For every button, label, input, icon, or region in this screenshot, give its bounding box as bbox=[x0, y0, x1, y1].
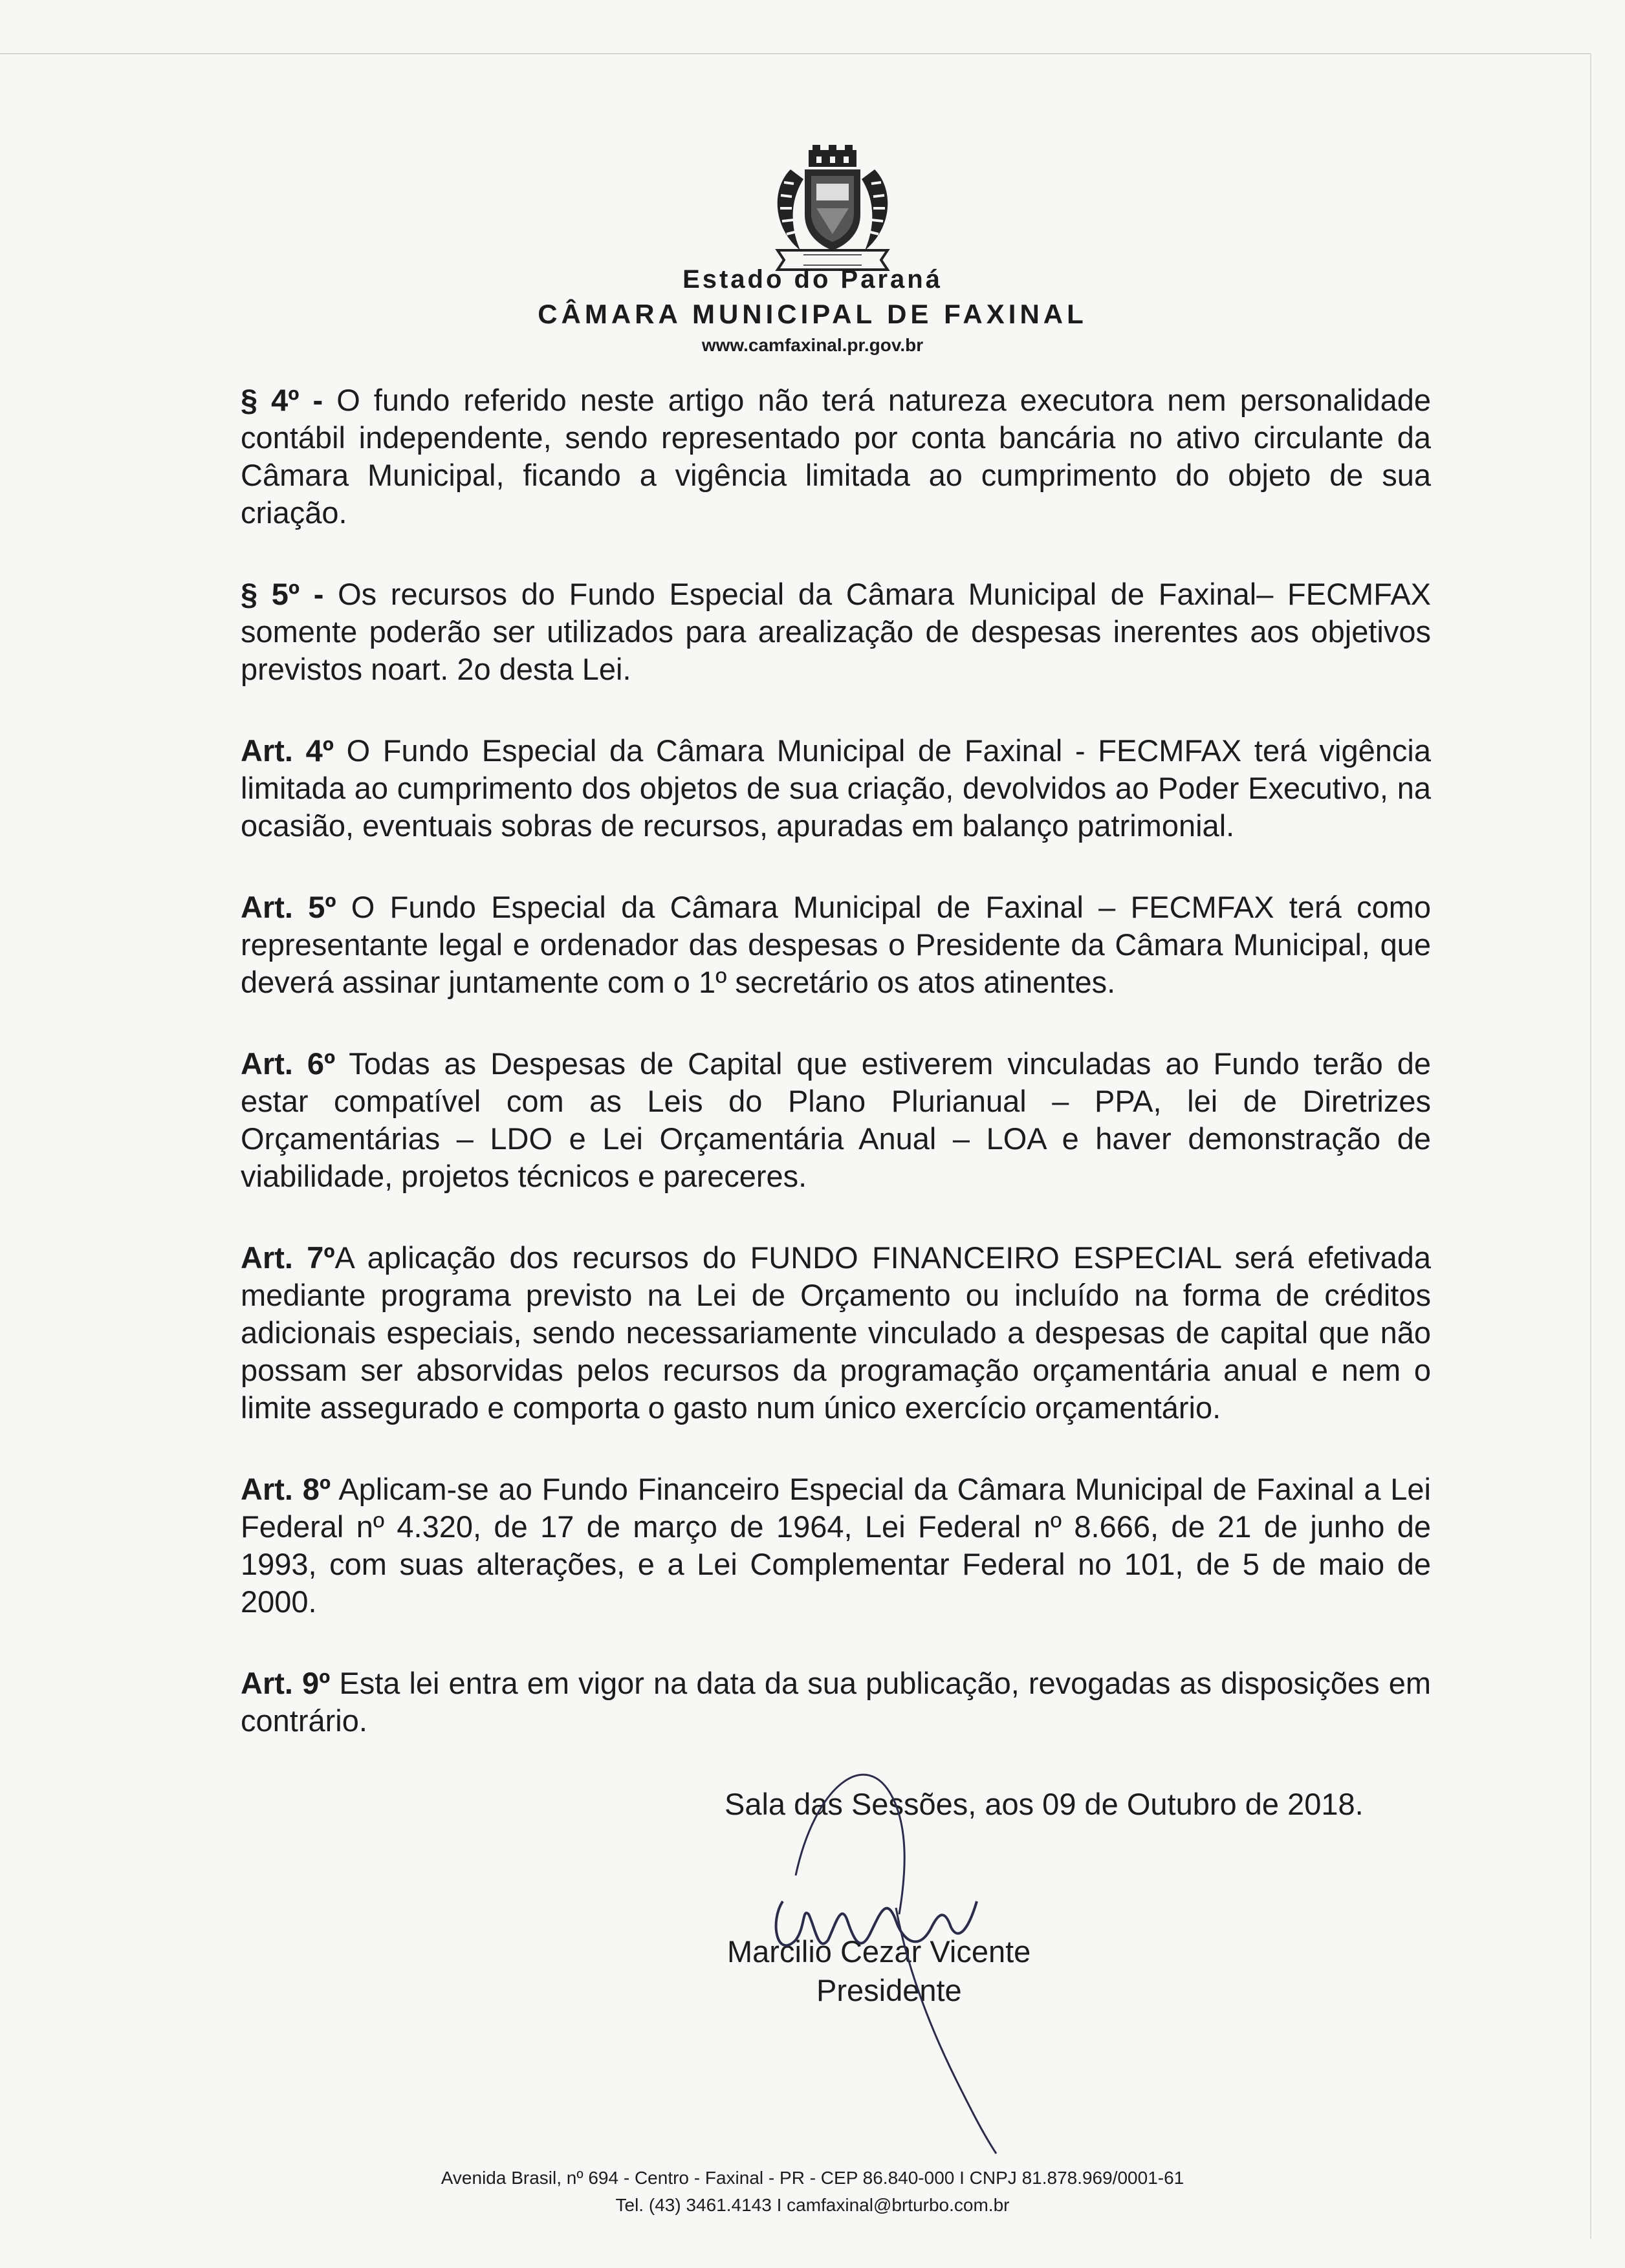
paragraph-art5 bbox=[241, 889, 1431, 1001]
paragraph-mark: § 5º - bbox=[241, 577, 324, 611]
paragraph-text: O Fundo Especial da Câmara Municipal de Faxinal – FECMFAX terá como representante legal e ordenador das despesas o Presidente da Câmara Municipal, que deverá assinar juntamente com o 1º secretário os atos atinentes. bbox=[241, 890, 1431, 999]
paragraph-par4 bbox=[241, 382, 1431, 532]
paragraph-art9 bbox=[241, 1665, 1431, 1740]
paragraph-text: O fundo referido neste artigo não terá natureza executora nem personalidade contábil independente, sendo representado por conta bancária no ativo circulante da Câmara Municipal, ficando a vigência limitada ao cumprimento do objeto de sua criação. bbox=[241, 383, 1431, 530]
paragraph-art6 bbox=[241, 1045, 1431, 1195]
paragraph-par5 bbox=[241, 576, 1431, 688]
paragraph-mark: Art. 9º bbox=[241, 1666, 331, 1700]
header-chamber: CÂMARA MUNICIPAL DE FAXINAL bbox=[538, 299, 1087, 329]
header-state: Estado do Paraná bbox=[682, 265, 943, 294]
paragraph-text: Todas as Despesas de Capital que estiverem vinculadas ao Fundo terão de estar compatível com as Leis do Plano Plurianual – PPA, lei de Diretrizes Orçamentárias – LDO e Lei Orçamentária Anual – LOA e haver demonstração de viabilidade, projetos técnicos e pareceres. bbox=[241, 1046, 1431, 1193]
paragraph-mark: § 4º - bbox=[241, 383, 323, 417]
municipal-coat-of-arms-icon bbox=[765, 144, 900, 273]
paragraph-art4 bbox=[241, 732, 1431, 845]
scan-edge-top bbox=[0, 53, 1591, 54]
paragraph-mark: Art. 8º bbox=[241, 1472, 331, 1506]
paragraph-mark: Art. 4º bbox=[241, 733, 334, 768]
footer-contact: Tel. (43) 3461.4143 I camfaxinal@brturbo.com.br bbox=[615, 2195, 1010, 2215]
paragraph-text: Os recursos do Fundo Especial da Câmara Municipal de Faxinal– FECMFAX somente poderão ser utilizados para arealização de despesas inerentes aos objetivos previstos noart. 2o desta Lei. bbox=[241, 577, 1432, 686]
document-body bbox=[241, 382, 1431, 1784]
signer-role: Presidente bbox=[816, 1973, 962, 2007]
paragraph-text: Esta lei entra em vigor na data da sua publicação, revogadas as disposições em contrário. bbox=[241, 1666, 1432, 1738]
footer-address: Avenida Brasil, nº 694 - Centro - Faxinal - PR - CEP 86.840-000 I CNPJ 81.878.969/0001-61 bbox=[441, 2168, 1184, 2188]
paragraph-text: A aplicação dos recursos do FUNDO FINANCEIRO ESPECIAL será efetivada mediante programa previsto na Lei de Orçamento ou incluído na forma de créditos adicionais especiais, sendo necessariamente vinculado a despesas de capital que não possam ser absorvidas pelos recursos da programação orçamentária anual e nem o limite assegurado e comporta o gasto num único exercício orçamentário. bbox=[241, 1240, 1431, 1425]
paragraph-art8 bbox=[241, 1471, 1431, 1621]
paragraph-text: Aplicam-se ao Fundo Financeiro Especial da Câmara Municipal de Faxinal a Lei Federal nº 4.320, de 17 de março de 1964, Lei Federal nº 8.666, de 21 de junho de 1993, com suas alterações, e a Lei Complementar Federal no 101, de 5 de maio de 2000. bbox=[241, 1472, 1432, 1619]
paragraph-text: O Fundo Especial da Câmara Municipal de Faxinal - FECMFAX terá vigência limitada ao cumprimento dos objetos de sua criação, devolvidos ao Poder Executivo, na ocasião, eventuais sobras de recursos, apuradas em balanço patrimonial. bbox=[241, 733, 1432, 843]
handwritten-signature-icon bbox=[731, 1746, 1042, 2160]
paragraph-mark: Art. 5º bbox=[241, 890, 336, 924]
scan-edge-right bbox=[1590, 53, 1591, 2239]
signer-name: Marcilio Cezar Vicente bbox=[727, 1934, 1031, 1969]
paragraph-art7 bbox=[241, 1239, 1431, 1427]
header-website: www.camfaxinal.pr.gov.br bbox=[701, 335, 924, 355]
closing-location-date: Sala das Sessões, aos 09 de Outubro de 2018. bbox=[725, 1787, 1364, 1821]
paragraph-mark: Art. 7º bbox=[241, 1240, 335, 1275]
paragraph-mark: Art. 6º bbox=[241, 1046, 336, 1081]
